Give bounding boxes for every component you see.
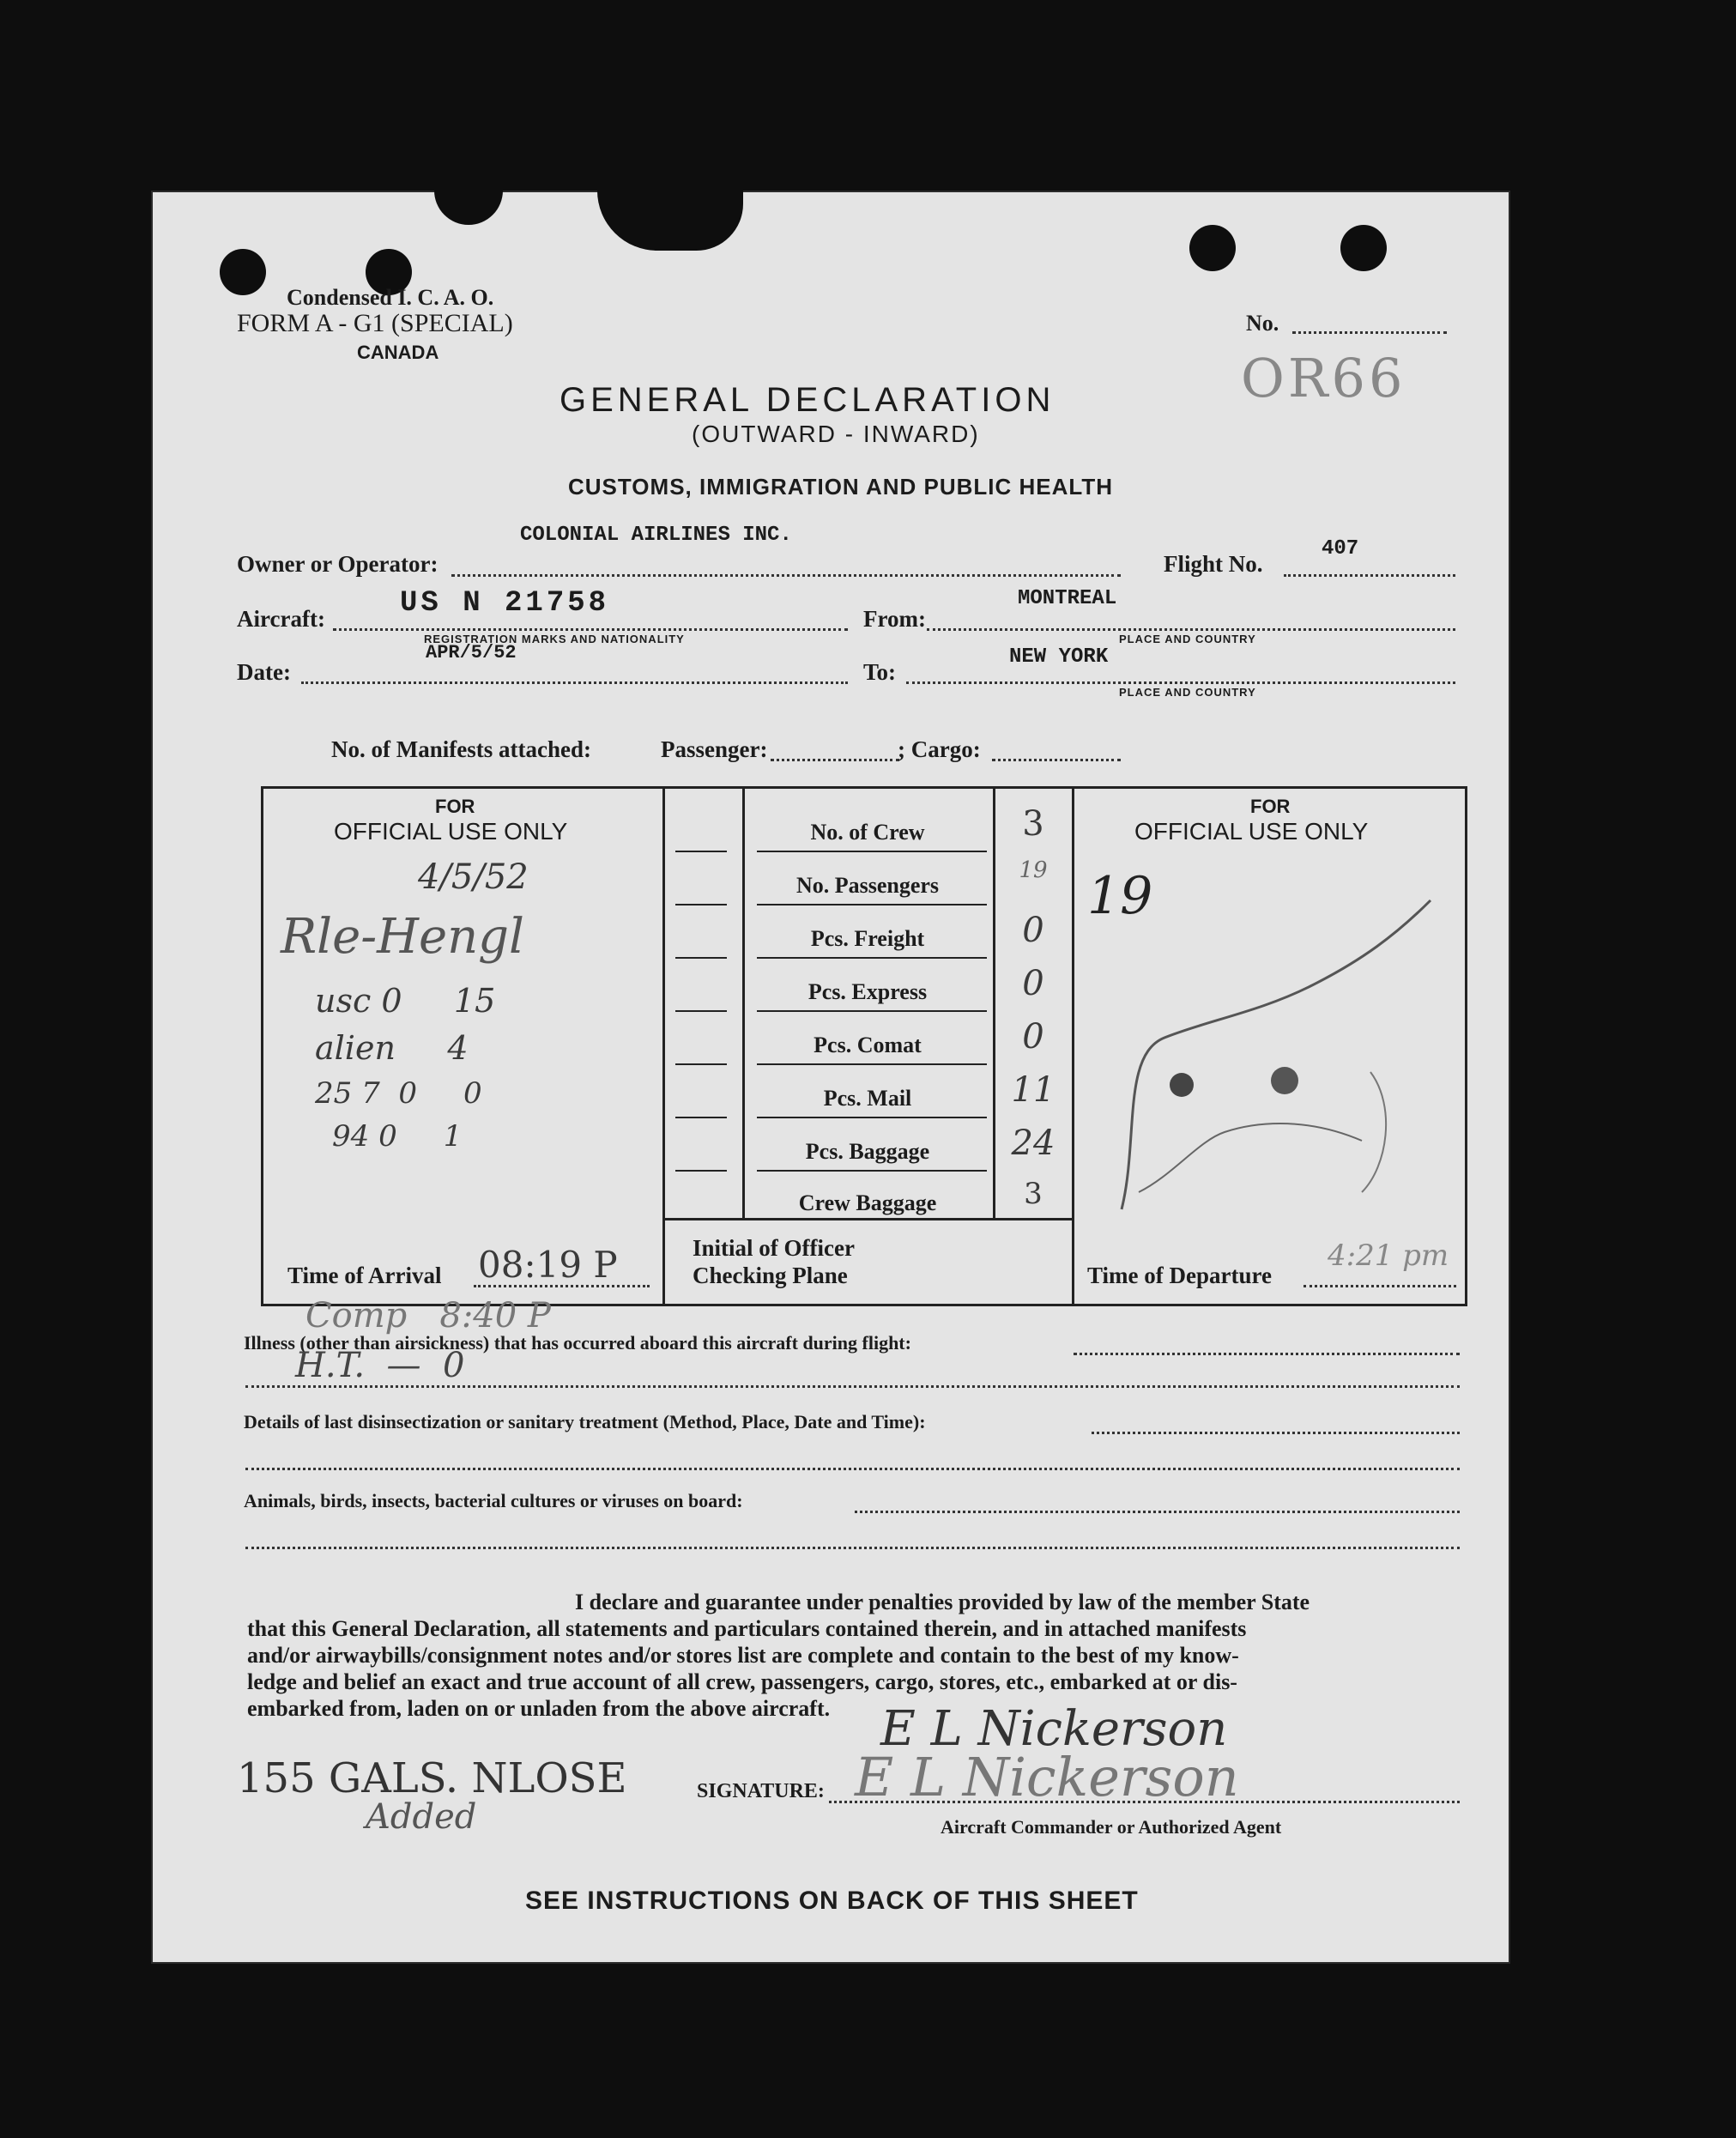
right-note-passengers: 19 [1087,866,1153,926]
left-note-257: 25 7 0 0 [315,1076,482,1111]
form-number-line [1292,331,1447,334]
left-note-date: 4/5/52 [418,857,529,897]
left-official-head2: OFFICIAL USE ONLY [334,818,568,845]
form-code-line2: FORM A - G1 (SPECIAL) [237,309,513,337]
owner-value: COLONIAL AIRLINES INC. [520,524,792,547]
from-value: MONTREAL [1018,587,1117,610]
flight-field-line [1284,574,1455,577]
from-label: From: [863,606,926,632]
illness-line-1 [1074,1353,1460,1355]
manifests-label: No. of Manifests attached: [331,736,591,762]
punch-hole [220,249,266,295]
flight-label: Flight No. [1164,551,1263,577]
row-value-baggage: 24 [1011,1124,1056,1163]
footer-instructions: SEE INSTRUCTIONS ON BACK OF THIS SHEET [525,1887,1139,1915]
left-note-usc: usc 0 15 [315,982,496,1020]
fuel-note: 155 GALS. NLOSE [237,1754,627,1802]
row-label-baggage: Pcs. Baggage [805,1139,930,1164]
form-number-handwritten: OR66 [1241,347,1406,409]
declaration-line-3: and/or airwaybills/consignment notes and/or stores list are complete and contain to the best of my know- [247,1643,1239,1668]
manifest-table [261,786,1467,1306]
date-label: Date: [237,659,291,685]
time-arrival-label: Time of Arrival [287,1263,442,1288]
ht-note: H.T. — 0 [295,1346,465,1385]
signature-handwritten-2: E L Nickerson [855,1746,1239,1808]
date-value: APR/5/52 [426,642,517,663]
left-official-head1: FOR [435,796,475,817]
row-value-comat: 0 [1022,1017,1044,1057]
paper-tear [434,191,503,225]
officer-signature-scribble [1087,883,1448,1244]
row-value-passengers: 19 [1019,857,1048,883]
owner-field-line [451,574,1121,577]
row-label-comat: Pcs. Comat [814,1033,922,1057]
disinsect-line-2 [245,1468,1460,1470]
illness-line-2 [245,1385,1460,1388]
time-arrival-value: 08:19 P [478,1244,618,1286]
illness-label: Illness (other than airsickness) that has occurred aboard this aircraft during flight: [244,1332,911,1354]
initial-officer-line1: Initial of Officer [693,1235,855,1261]
right-official-head2: OFFICIAL USE ONLY [1134,818,1369,845]
date-field-line [301,681,848,684]
disinsect-label: Details of last disinsectization or sanitary treatment (Method, Place, Date and Time): [244,1411,926,1432]
page-title: GENERAL DECLARATION [560,381,1056,419]
time-departure-label: Time of Departure [1087,1263,1272,1288]
aircraft-caption: REGISTRATION MARKS AND NATIONALITY [424,633,685,645]
punch-hole [1340,225,1387,271]
declaration-line-2: that this General Declaration, all statements and particulars contained therein, and in attached manifests [247,1616,1247,1641]
from-field-line [927,628,1455,631]
row-value-crew-baggage: 3 [1024,1177,1043,1211]
cargo-manifest-line [992,759,1121,761]
passenger-manifest-line [771,759,899,761]
declaration-line-1: I declare and guarantee under penalties provided by law of the member State [575,1590,1310,1614]
cargo-manifest-label: ; Cargo: [898,736,981,762]
declaration-line-4: ledge and belief an exact and true account of all crew, passengers, cargo, stores, etc., embarked at or dis- [247,1669,1237,1694]
form-sheet [151,191,1510,1964]
paper-tear [597,191,743,251]
row-value-freight: 0 [1022,911,1044,950]
row-label-passengers: No. Passengers [795,873,940,898]
passenger-manifest-label: Passenger: [661,736,768,762]
animals-line-2 [245,1547,1460,1549]
aircraft-label: Aircraft: [237,606,325,632]
initial-officer-line2: Checking Plane [693,1263,848,1288]
row-value-express: 0 [1022,964,1044,1003]
owner-label: Owner or Operator: [237,551,439,577]
right-official-head1: FOR [1250,796,1291,817]
page-subtitle-2: CUSTOMS, IMMIGRATION AND PUBLIC HEALTH [568,474,1114,500]
row-label-express: Pcs. Express [808,979,928,1004]
form-code-line1: Condensed I. C. A. O. [287,285,494,310]
signature-handwritten-1: E L Nickerson [880,1701,1228,1757]
aircraft-field-line [333,628,848,631]
declaration-line-5: embarked from, laden on or unladen from the above aircraft. [247,1696,831,1721]
row-label-crew: No. of Crew [810,820,925,845]
time-departure-value: 4:21 pm [1328,1239,1449,1273]
row-label-crew-baggage: Crew Baggage [798,1190,937,1215]
row-value-crew: 3 [1022,804,1044,844]
to-caption: PLACE AND COUNTRY [1119,686,1256,699]
comp-note: Comp 8:40 P [305,1296,551,1335]
disinsect-line-1 [1092,1432,1460,1434]
animals-line-1 [855,1511,1460,1513]
form-country: CANADA [357,342,439,363]
row-value-mail: 11 [1011,1070,1056,1110]
row-label-freight: Pcs. Freight [810,926,925,951]
to-field-line [906,681,1455,684]
time-departure-line [1304,1285,1456,1287]
row-label-mail: Pcs. Mail [823,1086,912,1111]
form-number-label: No. [1246,311,1279,336]
punch-hole [1189,225,1236,271]
left-note-alien: alien 4 [315,1029,469,1067]
to-value: NEW YORK [1009,645,1109,669]
aircraft-value: US N 21758 [400,587,610,620]
from-caption: PLACE AND COUNTRY [1119,633,1256,645]
to-label: To: [863,659,897,685]
left-note-94: 94 0 1 [332,1119,463,1154]
flight-value: 407 [1322,537,1359,560]
signature-caption: Aircraft Commander or Authorized Agent [941,1816,1282,1838]
signature-label: SIGNATURE: [697,1780,825,1802]
fuel-note-added: Added [366,1797,477,1837]
left-note-signature: Rle-Hengl [281,909,524,965]
animals-label: Animals, birds, insects, bacterial cultures or viruses on board: [244,1490,743,1511]
page-subtitle: (OUTWARD - INWARD) [692,421,980,447]
